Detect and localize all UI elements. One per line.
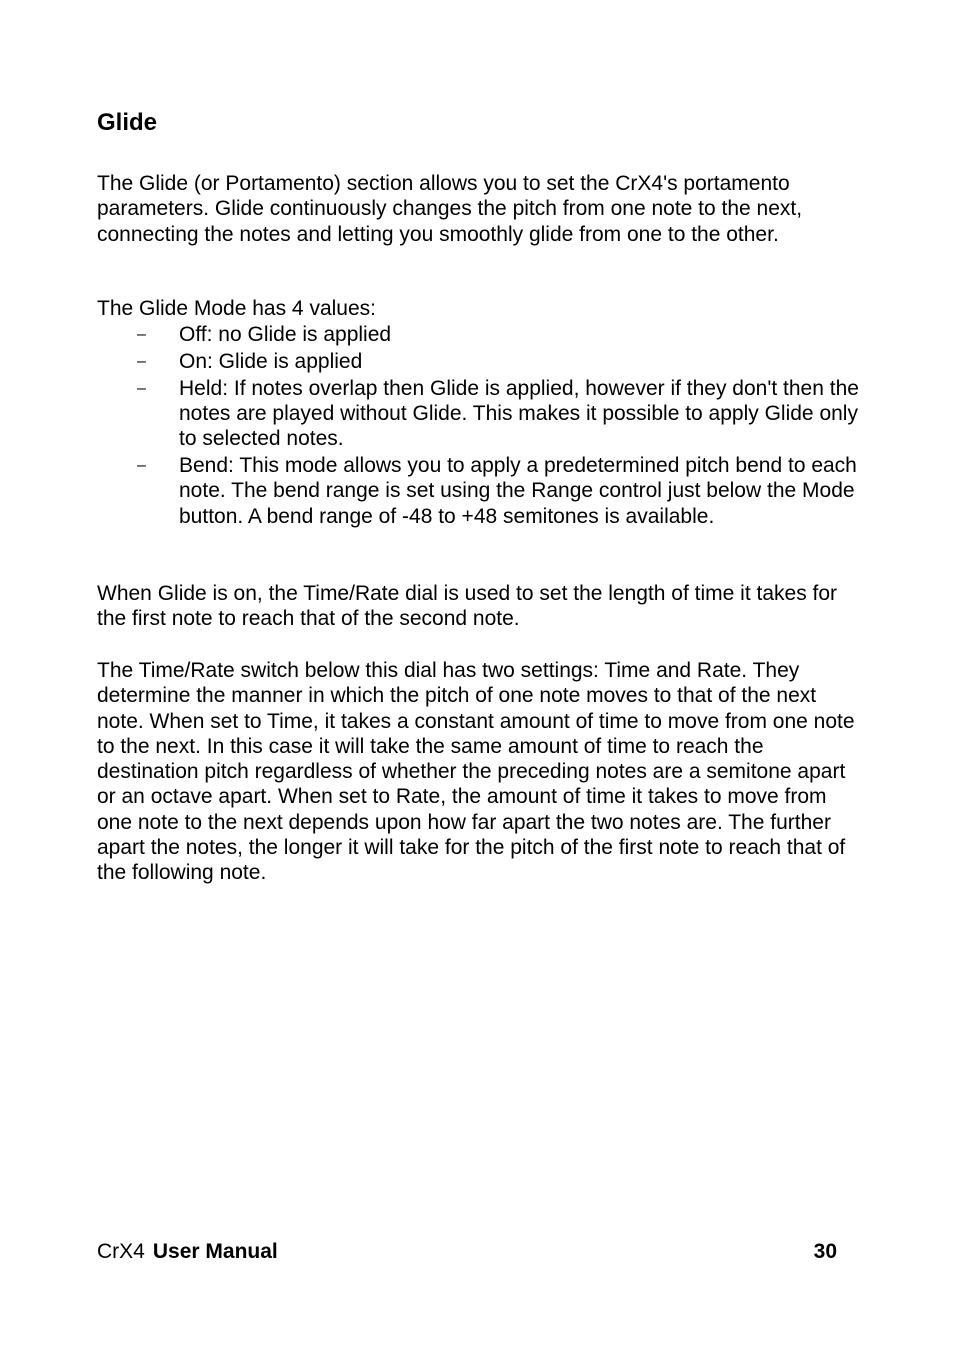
dash-bullet: – <box>137 326 146 343</box>
list-item-text: Off: no Glide is applied <box>179 323 392 346</box>
dash-bullet: – <box>137 456 146 474</box>
list-item <box>97 349 867 374</box>
dash-bullet: – <box>137 352 146 370</box>
page-footer <box>97 1239 837 1265</box>
list-item-text: Held: If notes overlap then Glide is applied, however if they don't then the notes are played without Glide. This makes it possible to apply Glide only to selected notes. <box>179 376 859 451</box>
list-item <box>97 453 867 529</box>
time-rate-switch-paragraph: The Time/Rate switch below this dial has two settings: Time and Rate. They determine the manner in which the pitch of one note moves to that of the next note. When set to Time, it takes a constant amount of time to move from one note to the next. In this case it will take the same amount of time to reach the destination pitch regardless of whether the preceding notes are a semitone apart or an octave apart. When set to Rate, the amount of time it takes to move from one note to the next depends upon how far apart the two notes are. The further apart the notes, the longer it will take for the pitch of the first note to reach that of the following note. <box>97 659 855 885</box>
footer-manual-title: User Manual <box>152 1240 278 1263</box>
section-heading: Glide <box>97 109 158 136</box>
mode-intro-paragraph: The Glide Mode has 4 values: <box>97 297 376 320</box>
time-rate-dial-paragraph: When Glide is on, the Time/Rate dial is used to set the length of time it takes for the first note to reach that of the second note. <box>97 582 838 631</box>
footer-product-name: CrX4 <box>97 1240 145 1263</box>
glide-mode-list <box>97 322 867 530</box>
list-item-text: On: Glide is applied <box>179 349 363 373</box>
list-item-text: Bend: This mode allows you to apply a predetermined pitch bend to each note. The bend range is set using the Range control just below the Mode button. A bend range of -48 to +48 semitones is available. <box>179 453 857 528</box>
dash-bullet: – <box>137 379 146 397</box>
list-item <box>97 322 867 347</box>
intro-paragraph: The Glide (or Portamento) section allows you to set the CrX4's portamento parameters. Glide continuously changes the pitch from one note to the next, connecting the notes and letting you smoothly glide from one to the other. <box>97 172 803 246</box>
page-number: 30 <box>813 1240 837 1263</box>
list-item <box>97 376 867 452</box>
